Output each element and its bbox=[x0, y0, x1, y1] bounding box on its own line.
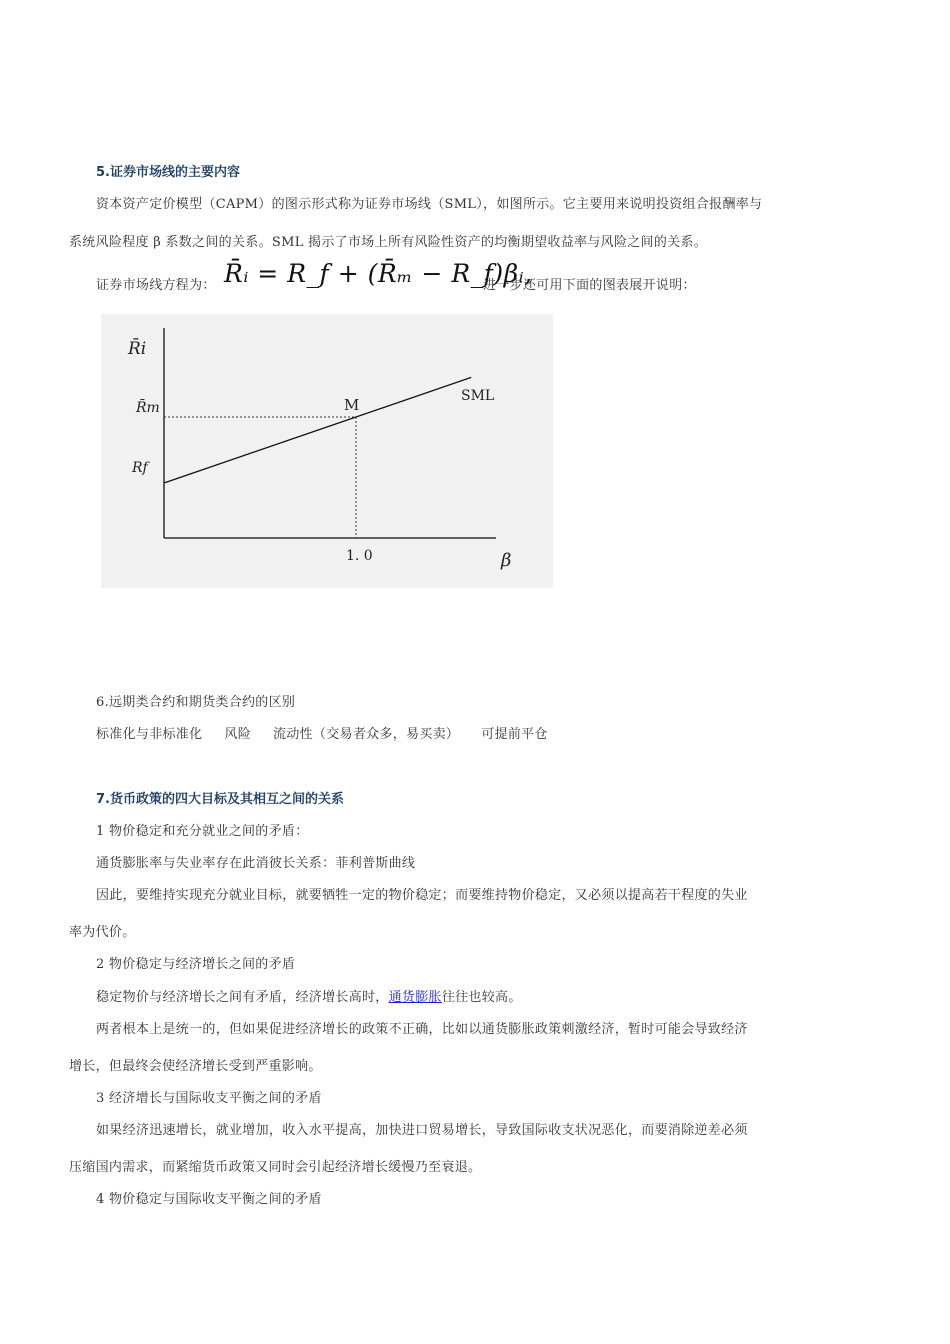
section6-items-row bbox=[96, 723, 548, 742]
section7-sub1-paragraph2-line2: 率为代价。 bbox=[69, 925, 136, 940]
section7-sub2-title: 2 物价稳定与经济增长之间的矛盾 bbox=[96, 957, 296, 972]
section6-item: 可提前平仓 bbox=[481, 727, 548, 742]
sub2-paragraph1-prefix: 稳定物价与经济增长之间有矛盾，经济增长高时， bbox=[96, 990, 389, 1005]
section5-paragraph1-line1: 资本资产定价模型（CAPM）的图示形式称为证券市场线（SML），如图所示。它主要用来说明投资组合报酬率与 bbox=[96, 197, 763, 212]
section7-sub1-title: 1 物价稳定和充分就业之间的矛盾： bbox=[96, 824, 309, 839]
section7-sub1-paragraph1: 通货膨胀率与失业率存在此消彼长关系：菲利普斯曲线 bbox=[96, 856, 416, 871]
section6-item: 风险 bbox=[224, 727, 252, 742]
inflation-link[interactable]: 通货膨胀 bbox=[388, 990, 442, 1005]
y-tick-label-risk-free: Rf bbox=[132, 460, 148, 476]
section6-item: 流动性（交易者众多，易买卖） bbox=[273, 727, 460, 742]
section7-sub2-paragraph2-line2: 增长，但最终会使经济增长受到严重影响。 bbox=[69, 1059, 322, 1074]
section5-equation-suffix: 进一步还可用下面的图表展开说明： bbox=[483, 278, 696, 293]
section7-sub4-title: 4 物价稳定与国际收支平衡之间的矛盾 bbox=[96, 1192, 322, 1207]
section7-sub2-paragraph1 bbox=[96, 986, 522, 1005]
section7-sub1-paragraph2-line1: 因此，要维持实现充分就业目标，就要牺牲一定的物价稳定；而要维持物价稳定，又必须以提高若干程度的失业 bbox=[96, 888, 748, 903]
section7-sub3-title: 3 经济增长与国际收支平衡之间的矛盾 bbox=[96, 1091, 322, 1106]
section7-sub3-paragraph1-line1: 如果经济迅速增长，就业增加，收入水平提高，加快进口贸易增长，导致国际收支状况恶化，而要消除逆差必须 bbox=[96, 1123, 748, 1138]
sml-equation-formula: R̄ᵢ = R_f + (R̄ₘ − R_f)βᵢ, bbox=[224, 259, 533, 288]
x-axis-label: β bbox=[501, 550, 512, 571]
x-tick-label: 1. 0 bbox=[346, 548, 373, 564]
y-axis-label: R̄i bbox=[128, 339, 147, 359]
section6-item: 标准化与非标准化 bbox=[96, 727, 203, 742]
section7-heading: 7.货币政策的四大目标及其相互之间的关系 bbox=[96, 792, 344, 807]
section5-equation-prefix: 证券市场线方程为： bbox=[96, 278, 216, 293]
sub2-paragraph1-suffix: 往往也较高。 bbox=[441, 990, 522, 1005]
sml-chart bbox=[101, 314, 553, 588]
y-tick-label-market-return: R̄m bbox=[136, 400, 160, 416]
section7-sub2-paragraph2-line1: 两者根本上是统一的，但如果促进经济增长的政策不正确，比如以通货膨胀政策刺激经济，暂时可能会导致经济 bbox=[96, 1022, 748, 1037]
chart-background bbox=[101, 314, 553, 588]
sml-line-label: SML bbox=[461, 388, 495, 404]
section7-sub3-paragraph1-line2: 压缩国内需求，而紧缩货币政策又同时会引起经济增长缓慢乃至衰退。 bbox=[69, 1160, 482, 1175]
point-m-label: M bbox=[344, 396, 360, 414]
section5-heading: 5.证券市场线的主要内容 bbox=[96, 165, 240, 180]
section6-heading: 6.远期类合约和期货类合约的区别 bbox=[96, 695, 296, 710]
section5-paragraph1-line2: 系统风险程度 β 系数之间的关系。SML 揭示了市场上所有风险性资产的均衡期望收益率与风险之间的关系。 bbox=[69, 235, 708, 250]
